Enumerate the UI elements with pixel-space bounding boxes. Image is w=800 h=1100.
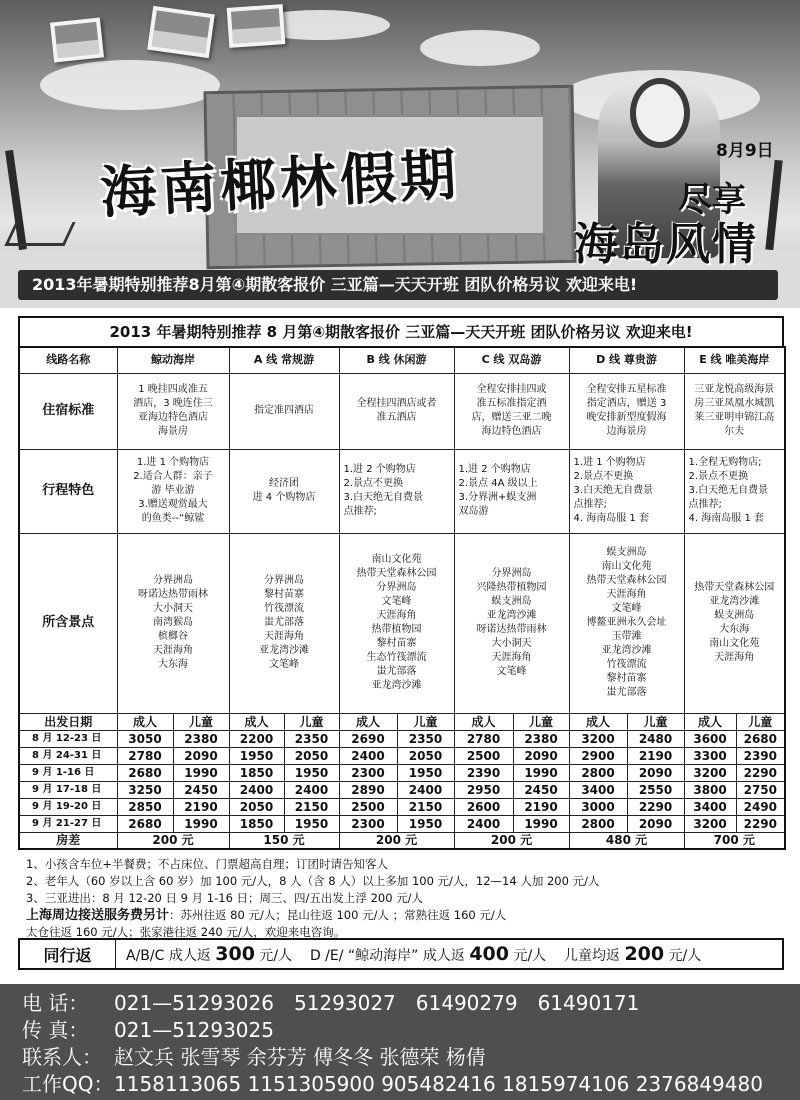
child-price: 2550 xyxy=(627,781,684,798)
adult-price: 2500 xyxy=(454,747,513,764)
features-cell: 1.进 2 个购物店 2.景点 4A 级以上 3.分界洲+蜈支洲 双岛游 xyxy=(454,449,569,533)
banner-illustration xyxy=(0,0,800,308)
hotel-cell: 全程安排五星标准 指定酒店，赠送 3 晚安排新型度假海 边海景房 xyxy=(569,373,684,449)
child-price: 2050 xyxy=(397,747,454,764)
rebate-de: D /E/ “鲸动海岸” 成人返 xyxy=(309,948,465,964)
child-price: 2150 xyxy=(397,798,454,815)
phone-number: 61490279 xyxy=(415,991,518,1015)
phone-number: 51293027 xyxy=(293,991,396,1015)
rebate-label: 同行返 xyxy=(20,940,116,968)
adult-price: 2690 xyxy=(339,730,397,747)
departure-date: 9 月 21-27 日 xyxy=(19,815,117,832)
child-price: 2680 xyxy=(736,730,785,747)
departure-date: 9 月 17-18 日 xyxy=(19,781,117,798)
departure-date: 9 月 19-20 日 xyxy=(19,798,117,815)
adult-price: 3200 xyxy=(684,764,736,781)
child-price: 2750 xyxy=(736,781,785,798)
room-diff-value: 200 元 xyxy=(339,832,454,849)
room-diff-value: 200 元 xyxy=(454,832,569,849)
issue-date: 8月9日 xyxy=(716,141,774,161)
beach-chair-icon xyxy=(4,222,75,246)
phone-label: 电 话： xyxy=(22,991,89,1015)
child-header: 儿童 xyxy=(397,713,454,730)
adult-price: 3600 xyxy=(684,730,736,747)
row-label-sights: 所含景点 xyxy=(19,533,117,713)
child-price: 2350 xyxy=(397,730,454,747)
adult-price: 2300 xyxy=(339,764,397,781)
child-price: 1950 xyxy=(284,815,339,832)
rebate-abc-value: 300 xyxy=(215,943,255,965)
rebate-text xyxy=(116,943,701,965)
rebate-de-value: 400 xyxy=(469,943,509,965)
child-price: 2450 xyxy=(173,781,229,798)
rebate-child: 儿童均返 xyxy=(563,948,620,964)
room-diff-label: 房差 xyxy=(19,832,117,849)
child-price: 2090 xyxy=(627,815,684,832)
adult-price: 1850 xyxy=(229,815,284,832)
child-price: 1990 xyxy=(173,815,229,832)
adult-price: 2050 xyxy=(229,798,284,815)
child-price: 2450 xyxy=(513,781,569,798)
beach-photo xyxy=(50,17,104,62)
departure-date: 9 月 1-16 日 xyxy=(19,764,117,781)
rebate-abc: A/B/C 成人返 xyxy=(126,948,211,964)
child-price: 2190 xyxy=(173,798,229,815)
cloud xyxy=(40,60,220,110)
adult-price: 3800 xyxy=(684,781,736,798)
cloud xyxy=(420,30,540,66)
child-price: 1950 xyxy=(284,764,339,781)
adult-price: 2400 xyxy=(454,815,513,832)
price-header-date: 出发日期 xyxy=(19,713,117,730)
table-heading: 2013 年暑期特别推荐 8 月第④期散客报价 三亚篇—天天开班 团队价格另议 欢迎来电! xyxy=(18,316,784,346)
people-label: 联系人： xyxy=(22,1045,102,1069)
phone-number: 61490171 xyxy=(537,991,640,1015)
child-header: 儿童 xyxy=(173,713,229,730)
room-diff-row xyxy=(19,832,785,849)
notes-section xyxy=(26,856,786,941)
adult-price: 3050 xyxy=(117,730,173,747)
rebate-row xyxy=(18,938,784,970)
child-price: 1950 xyxy=(397,815,454,832)
hotel-cell: 全程安排挂四或 准五标准指定酒 店，赠送三亚二晚 海边特色酒店 xyxy=(454,373,569,449)
table-row-hotel xyxy=(19,373,785,449)
col-header-route: 线路名称 xyxy=(19,347,117,373)
note-transfer-2: 太仓往返 160 元/人；张家港往返 240 元/人，欢迎来电咨询。 xyxy=(26,925,346,939)
beach-photo xyxy=(147,6,215,58)
adult-header: 成人 xyxy=(229,713,284,730)
adult-price: 3400 xyxy=(569,781,627,798)
adult-price: 3200 xyxy=(569,730,627,747)
hotel-cell: 指定准四酒店 xyxy=(229,373,339,449)
promo-strip: 2013年暑期特别推荐8月第④期散客报价 三亚篇—天天开班 团队价格另议 欢迎来电! xyxy=(18,270,778,300)
people-line xyxy=(22,1044,800,1071)
price-row xyxy=(19,764,785,781)
note-transfer xyxy=(26,907,786,924)
qq-label: 工作QQ： xyxy=(22,1072,114,1096)
col-header-jingdong: 鲸动海岸 xyxy=(117,347,229,373)
contact-footer xyxy=(0,984,800,1100)
departure-date: 8 月 24-31 日 xyxy=(19,747,117,764)
features-cell: 1.进 1 个购物店 2.景点不更换 3.白天绝无自费景 点推荐; 4. 海南岛服 1 套 xyxy=(569,449,684,533)
child-price: 2290 xyxy=(736,764,785,781)
features-cell: 1.进 2 个购物店 2.景点不更换 3.白天绝无自费景 点推荐; xyxy=(339,449,454,533)
price-row xyxy=(19,815,785,832)
adult-price: 2400 xyxy=(339,747,397,764)
child-price: 2190 xyxy=(513,798,569,815)
row-label-features: 行程特色 xyxy=(19,449,117,533)
price-table xyxy=(18,316,784,850)
child-price: 2350 xyxy=(284,730,339,747)
child-header: 儿童 xyxy=(513,713,569,730)
child-price: 1990 xyxy=(513,764,569,781)
sights-cell: 分界洲岛 呀诺达热带雨林 大小洞天 南湾猴岛 槟榔谷 天涯海角 大东海 xyxy=(117,533,229,713)
phone-line xyxy=(22,990,800,1017)
palm-tree xyxy=(765,160,782,250)
price-rows xyxy=(19,730,785,832)
adult-price: 2950 xyxy=(454,781,513,798)
child-price: 2480 xyxy=(627,730,684,747)
sights-cell: 分界洲岛 黎村苗寨 竹筏漂流 蚩尤部落 天涯海角 亚龙湾沙滩 文笔峰 xyxy=(229,533,339,713)
contact-names: 赵文兵 张雪琴 余芬芳 傅冬冬 张德荣 杨倩 xyxy=(114,1045,486,1069)
adult-price: 2390 xyxy=(454,764,513,781)
adult-price: 2680 xyxy=(117,815,173,832)
sights-cell: 蜈支洲岛 南山文化苑 热带天堂森林公园 天涯海角 文笔峰 博鳌亚洲永久会址 玉带滩 亚龙湾沙滩 竹筏漂流 黎村苗寨 蚩尤部落 xyxy=(569,533,684,713)
adult-price: 2800 xyxy=(569,815,627,832)
room-diff-value: 150 元 xyxy=(229,832,339,849)
child-price: 2390 xyxy=(736,747,785,764)
adult-header: 成人 xyxy=(454,713,513,730)
phone-number: 021—51293026 xyxy=(114,991,274,1015)
features-cell: 经济团 进 4 个购物店 xyxy=(229,449,339,533)
adult-price: 2900 xyxy=(569,747,627,764)
beach-photo xyxy=(227,4,286,48)
fax-label: 传 真： xyxy=(22,1018,89,1042)
child-price: 2090 xyxy=(627,764,684,781)
rebate-unit: 元/人 xyxy=(259,948,293,964)
transfer-title: 上海周边接送服务费另计 xyxy=(26,908,170,923)
adult-price: 3400 xyxy=(684,798,736,815)
col-header-line-c: C 线 双岛游 xyxy=(454,347,569,373)
adult-price: 2800 xyxy=(569,764,627,781)
child-price: 2290 xyxy=(736,815,785,832)
child-price: 2380 xyxy=(173,730,229,747)
adult-price: 2400 xyxy=(229,781,284,798)
child-header: 儿童 xyxy=(627,713,684,730)
child-price: 2290 xyxy=(627,798,684,815)
adult-price: 2850 xyxy=(117,798,173,815)
hotel-cell: 三亚龙悦高级海景 房三亚凤凰水城凯 莱三亚明申锦江高 尔夫 xyxy=(684,373,785,449)
adult-price: 2780 xyxy=(117,747,173,764)
child-price: 2090 xyxy=(513,747,569,764)
adult-header: 成人 xyxy=(569,713,627,730)
child-price: 2190 xyxy=(627,747,684,764)
table-header-row xyxy=(19,347,785,373)
adult-price: 3000 xyxy=(569,798,627,815)
qq-line xyxy=(22,1071,800,1098)
adult-price: 2500 xyxy=(339,798,397,815)
hotel-cell: 全程挂四酒店或者 准五酒店 xyxy=(339,373,454,449)
adult-price: 2300 xyxy=(339,815,397,832)
child-price: 2400 xyxy=(397,781,454,798)
child-price: 1990 xyxy=(513,815,569,832)
qq-numbers: 1158113065 1151305900 905482416 1815974106 2376849480 xyxy=(114,1072,763,1096)
adult-price: 3300 xyxy=(684,747,736,764)
price-header-row xyxy=(19,713,785,730)
features-cell: 1.进 1 个购物店 2.适合人群：亲子 游 毕业游 3.赠送观赏最大 的鱼类--“鲸鲨 xyxy=(117,449,229,533)
child-price: 2050 xyxy=(284,747,339,764)
adult-price: 2890 xyxy=(339,781,397,798)
child-header: 儿童 xyxy=(736,713,785,730)
col-header-line-d: D 线 尊贵游 xyxy=(569,347,684,373)
adult-header: 成人 xyxy=(339,713,397,730)
note-2: 2、老年人（60 岁以上含 60 岁）加 100 元/人，8 人（含 8 人）以上多加 100 元/人，12—14 人加 200 元/人 xyxy=(26,874,600,888)
note-3: 3、三亚进出：8 月 12-20 日 9 月 1-16 日；周三、四/五出发上浮 200 元/人 xyxy=(26,891,424,905)
banner-subtitle-2: 海岛风情 xyxy=(574,219,758,270)
note-1: 1、小孩含车位+半餐费；不占床位、门票超高自理；订团时请告知客人 xyxy=(26,857,388,871)
hotel-cell: 1 晚挂四或准五 酒店，3 晚连住三 亚海边特色酒店 海景房 xyxy=(117,373,229,449)
child-price: 1990 xyxy=(173,764,229,781)
room-diff-value: 480 元 xyxy=(569,832,684,849)
adult-price: 2200 xyxy=(229,730,284,747)
child-price: 2380 xyxy=(513,730,569,747)
adult-price: 2600 xyxy=(454,798,513,815)
child-price: 2490 xyxy=(736,798,785,815)
child-header: 儿童 xyxy=(284,713,339,730)
table-row-sights xyxy=(19,533,785,713)
banner-title: 海南椰林假期 xyxy=(98,141,462,227)
room-diff-value: 700 元 xyxy=(684,832,785,849)
adult-price: 3200 xyxy=(684,815,736,832)
price-row xyxy=(19,781,785,798)
adult-price: 2680 xyxy=(117,764,173,781)
sights-cell: 热带天堂森林公园 亚龙湾沙滩 蜈支洲岛 大东海 南山文化苑 天涯海角 xyxy=(684,533,785,713)
rebate-unit: 元/人 xyxy=(513,948,547,964)
adult-header: 成人 xyxy=(117,713,173,730)
price-row xyxy=(19,747,785,764)
banner-subtitle-1: 尽享 xyxy=(678,180,746,220)
rebate-child-value: 200 xyxy=(624,943,665,965)
adult-header: 成人 xyxy=(684,713,736,730)
price-row xyxy=(19,730,785,747)
col-header-line-a: A 线 常规游 xyxy=(229,347,339,373)
adult-price: 3250 xyxy=(117,781,173,798)
fax-number: 021—51293025 xyxy=(114,1018,274,1042)
price-row xyxy=(19,798,785,815)
child-price: 2400 xyxy=(284,781,339,798)
row-label-hotel: 住宿标准 xyxy=(19,373,117,449)
features-cell: 1.全程无购物店; 2.景点不更换 3.白天绝无自费景 点推荐; 4. 海南岛服 1 套 xyxy=(684,449,785,533)
child-price: 2090 xyxy=(173,747,229,764)
fax-line xyxy=(22,1017,800,1044)
col-header-line-b: B 线 休闲游 xyxy=(339,347,454,373)
sights-cell: 南山文化苑 热带天堂森林公园 分界洲岛 文笔峰 天涯海角 热带植物园 黎村苗寨 生态竹筏漂流 蚩尤部落 亚龙湾沙滩 xyxy=(339,533,454,713)
adult-price: 1850 xyxy=(229,764,284,781)
col-header-line-e: E 线 唯美海岸 xyxy=(684,347,785,373)
child-price: 2150 xyxy=(284,798,339,815)
room-diff-value: 200 元 xyxy=(117,832,229,849)
adult-price: 1950 xyxy=(229,747,284,764)
table-row-features xyxy=(19,449,785,533)
rebate-unit: 元/人 xyxy=(668,948,702,964)
child-price: 1950 xyxy=(397,764,454,781)
transfer-detail: ：苏州往返 80 元/人；昆山往返 100 元/人 ；常熟往返 160 元/人 xyxy=(169,908,507,922)
model-hat xyxy=(630,78,690,148)
departure-date: 8 月 12-23 日 xyxy=(19,730,117,747)
adult-price: 2780 xyxy=(454,730,513,747)
sights-cell: 分界洲岛 兴隆热带植物园 蜈支洲岛 亚龙湾沙滩 呀诺达热带雨林 大小洞天 天涯海角 文笔峰 xyxy=(454,533,569,713)
